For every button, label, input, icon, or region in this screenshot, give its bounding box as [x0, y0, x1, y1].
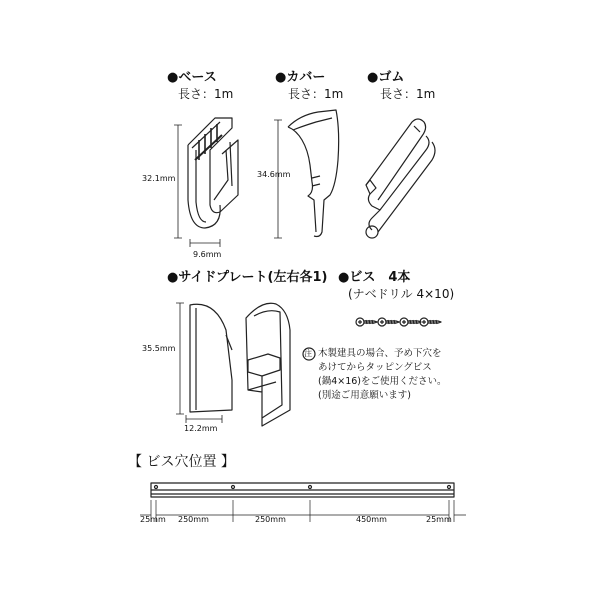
note-line-1: 木製建具の場合、予め下穴を — [318, 348, 442, 359]
cover-dimension-lines — [274, 120, 282, 238]
base-length: 長さ：1m — [178, 87, 234, 101]
screws-drawing — [356, 318, 441, 326]
screw-spec: (ナベドリル 4×10) — [348, 287, 455, 301]
screw-positions-title: 【 ビス穴位置 】 — [128, 454, 235, 470]
screw-hole-rail-drawing — [151, 483, 454, 497]
side-plate-left-drawing — [190, 304, 232, 412]
rail-label-250-second: 250mm — [255, 515, 286, 524]
base-profile-drawing — [188, 118, 238, 228]
rubber-length: 長さ：1m — [380, 87, 436, 101]
note-line-2: あけてからタッピングビス — [318, 362, 432, 373]
base-width-label: 9.6mm — [193, 250, 222, 259]
rail-label-250-first: 250mm — [178, 515, 209, 524]
cover-profile-drawing — [288, 110, 339, 237]
screw-title: ●ビス 4本 — [338, 270, 411, 285]
side-plate-dimension-lines — [176, 303, 222, 423]
base-title: ●ベース — [167, 70, 217, 85]
cover-length: 長さ：1m — [288, 87, 344, 101]
rubber-profile-drawing — [366, 119, 435, 238]
rail-label-450: 450mm — [356, 515, 387, 524]
side-plate-height-label: 35.5mm — [142, 344, 176, 353]
side-plate-width-label: 12.2mm — [184, 424, 218, 433]
note-mark: 注 — [304, 349, 312, 358]
side-plate-right-drawing — [246, 303, 290, 426]
cover-height-label: 34.6mm — [257, 170, 291, 179]
rail-label-25-left: 25mm — [140, 515, 166, 524]
rubber-title: ●ゴム — [367, 70, 405, 85]
rail-label-25-right: 25mm — [426, 515, 452, 524]
note-line-4: (別途ご用意願います) — [318, 390, 411, 401]
cover-title: ●カバー — [275, 70, 326, 85]
side-plate-title: ●サイドプレート(左右各1) — [167, 270, 328, 285]
note-line-3: (鍋4×16)をご使用ください。 — [318, 376, 447, 387]
base-height-label: 32.1mm — [142, 174, 176, 183]
